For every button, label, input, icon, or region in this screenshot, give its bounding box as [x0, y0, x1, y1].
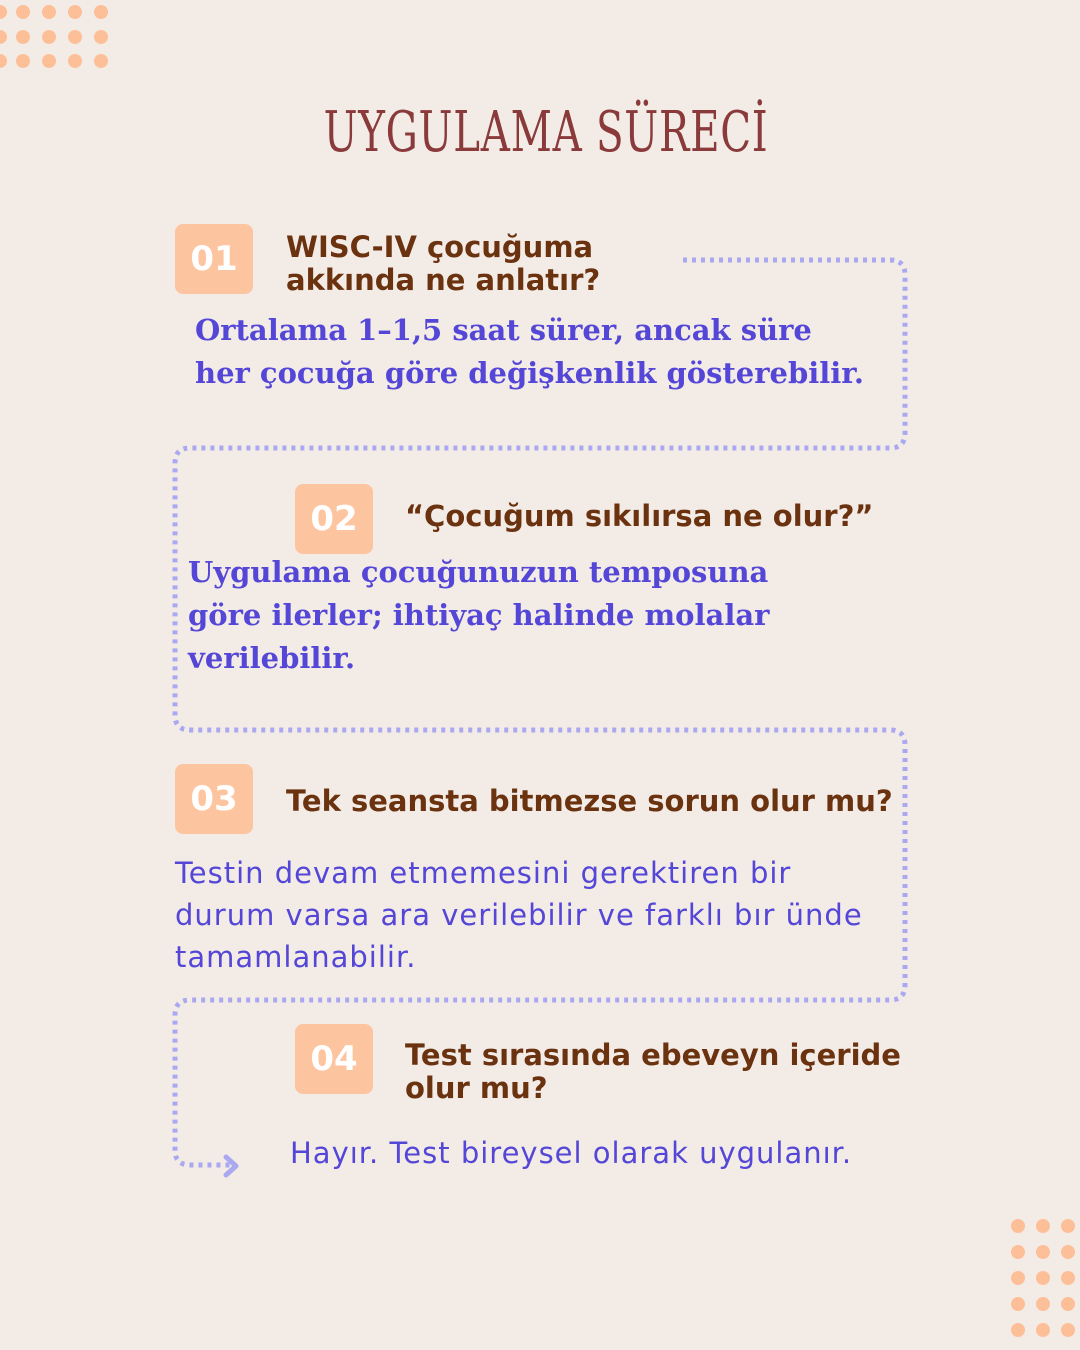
step-answer-01: Ortalama 1–1,5 saat sürer, ancak süre her çocuğa göre değişkenlik gösterebilir.	[195, 313, 865, 390]
step-badge-04: 04	[295, 1024, 373, 1094]
step-answer-02: Uygulama çocuğunuzun temposuna göre ilerler; ihtiyaç halinde molalar verilebilir.	[188, 555, 770, 675]
step-question-03: Tek seansta bitmezse sorun olur mu?	[286, 784, 893, 818]
step-question-04: Test sırasında ebeveyn içeride olur mu?	[405, 1038, 901, 1105]
step-badge-03: 03	[175, 764, 253, 834]
page-title: UYGULAMA SÜRECİ	[323, 100, 769, 165]
step-answer-04: Hayır. Test bireysel olarak uygulanır.	[290, 1136, 853, 1170]
decorative-dots-bottom-right	[1011, 1219, 1075, 1337]
step-answer-03: Testin devam etmemesini gerektiren bir durum varsa ara verilebilir ve farklı bır ünde tamamlanabilir.	[175, 856, 863, 974]
step-badge-01: 01	[175, 224, 253, 294]
step-badge-02: 02	[295, 484, 373, 554]
decorative-dots-top-left	[0, 5, 108, 68]
step-question-02: “Çocuğum sıkılırsa ne olur?”	[405, 499, 874, 533]
step-question-01: WISC-IV çocuğuma akkında ne anlatır?	[286, 230, 601, 297]
